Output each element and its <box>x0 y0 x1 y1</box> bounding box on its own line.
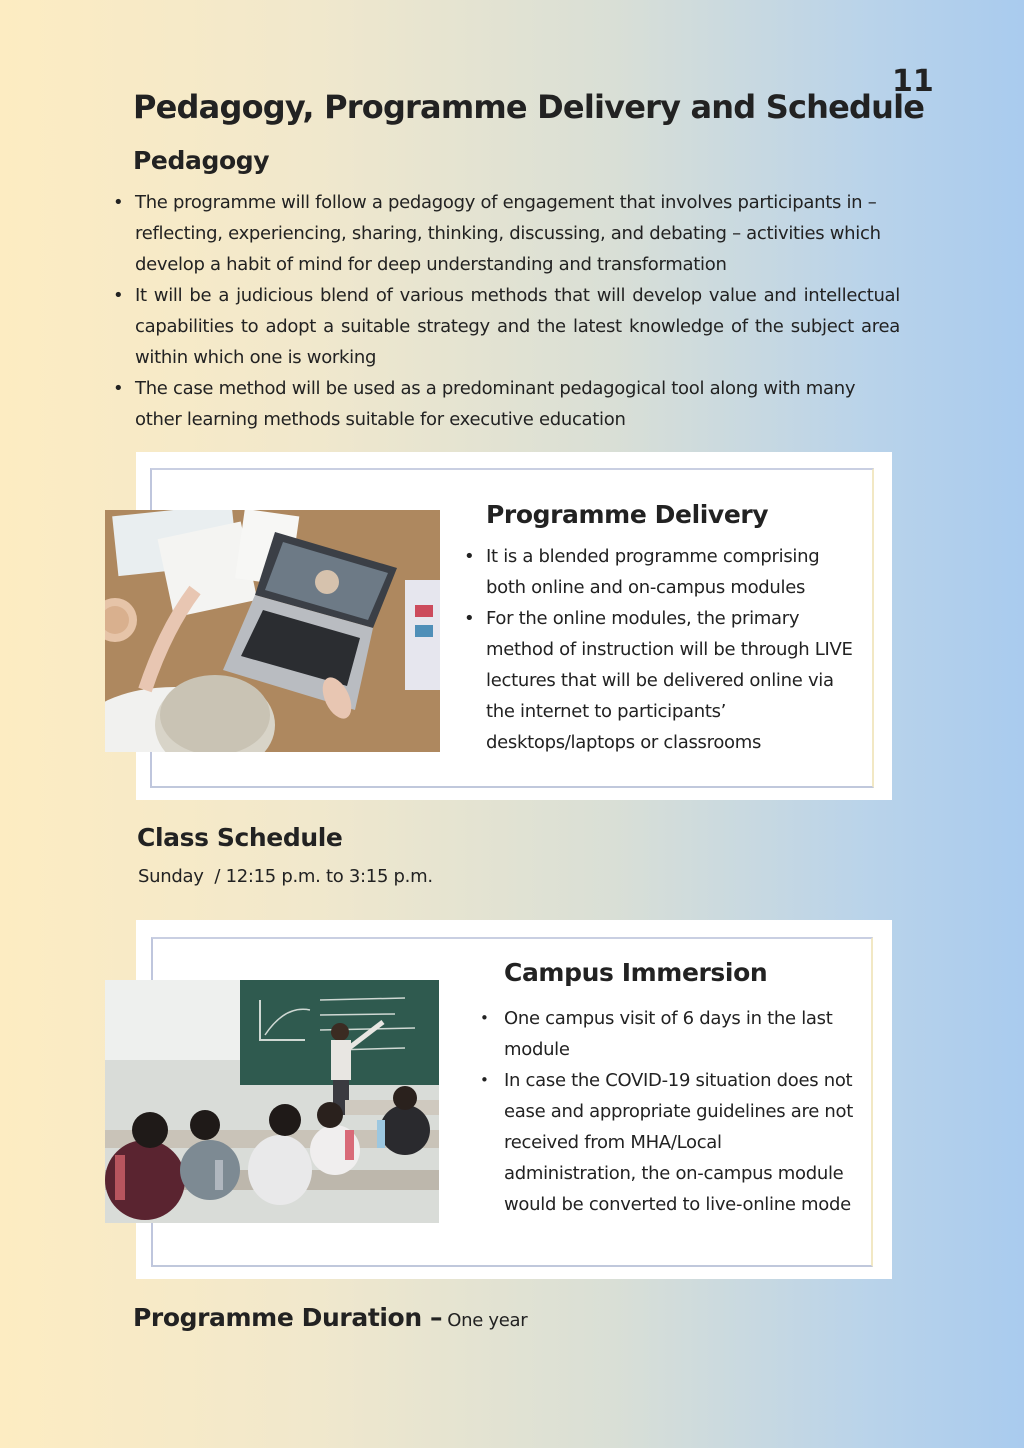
immersion-list <box>504 1003 854 1220</box>
duration-line <box>133 1303 527 1332</box>
delivery-list <box>486 541 856 758</box>
pedagogy-heading: Pedagogy <box>133 146 270 175</box>
immersion-heading: Campus Immersion <box>504 958 768 987</box>
duration-value: One year <box>447 1310 528 1331</box>
schedule-heading: Class Schedule <box>137 823 343 852</box>
list-item: • It will be a judicious blend of various methods that will develop value and intellectual capabilities to adopt a suitable strategy and the latest knowledge of the subject area within which one is working <box>135 280 900 373</box>
delivery-heading: Programme Delivery <box>486 500 769 529</box>
list-item: • In case the COVID-19 situation does not ease and appropriate guidelines are not received from MHA/Local administration, the on-campus module would be converted to live-online mode <box>504 1065 854 1220</box>
page-title: Pedagogy, Programme Delivery and Schedule <box>133 88 925 126</box>
list-item: • For the online modules, the primary method of instruction will be through LIVE lectures that will be delivered online via the internet to participants’ desktops/laptops or classrooms <box>486 603 856 758</box>
page-number: 11 <box>892 64 934 99</box>
list-item: • The programme will follow a pedagogy of engagement that involves participants in – reflecting, experiencing, sharing, thinking, discussing, and debating – activities which develop a habit of mind for deep understanding and transformation <box>135 187 900 280</box>
list-item: • One campus visit of 6 days in the last module <box>504 1003 854 1065</box>
list-item: • It is a blended programme comprising both online and on-campus modules <box>486 541 856 603</box>
pedagogy-list <box>135 187 900 435</box>
list-item: • The case method will be used as a predominant pedagogical tool along with many other learning methods suitable for executive education <box>135 373 900 435</box>
classroom-lecture-photo <box>105 980 439 1223</box>
schedule-text: Sunday / 12:15 p.m. to 3:15 p.m. <box>138 866 433 887</box>
laptop-video-call-photo <box>105 510 440 752</box>
duration-label: Programme Duration – <box>133 1303 443 1332</box>
